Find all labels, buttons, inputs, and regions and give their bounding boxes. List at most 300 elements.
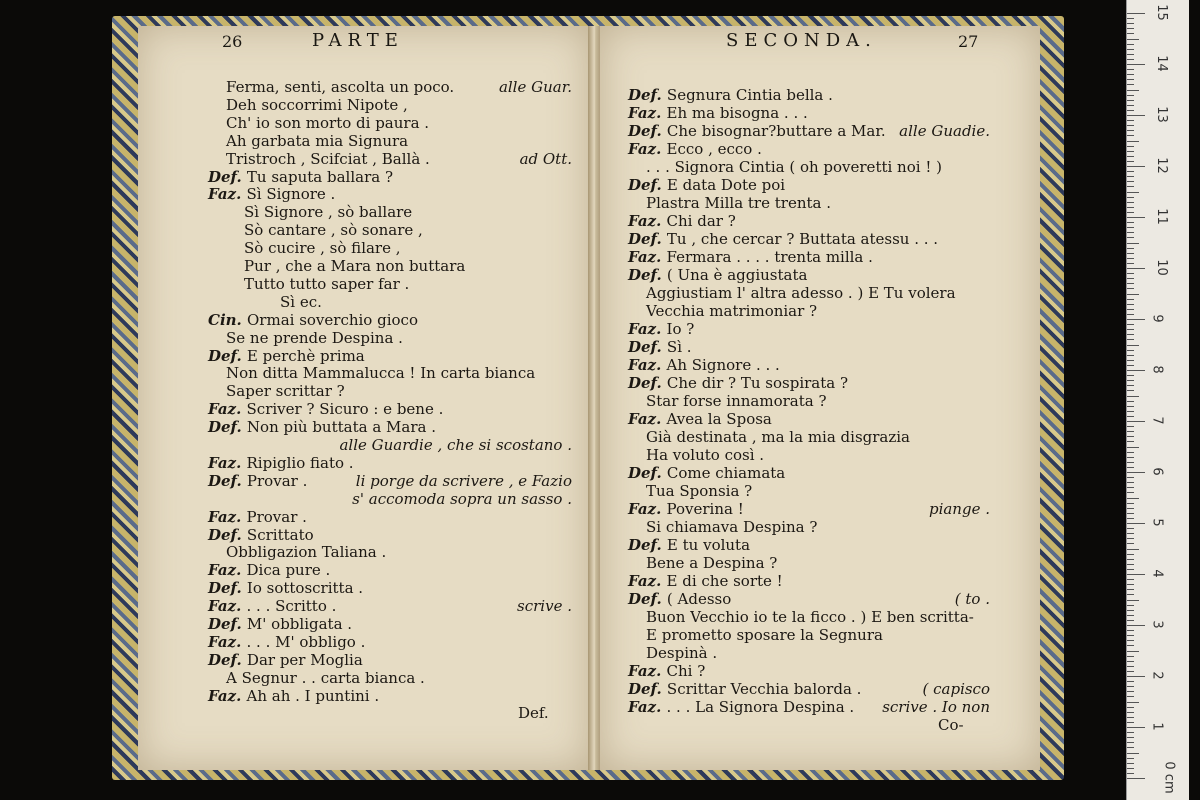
ruler-tick bbox=[1127, 33, 1134, 34]
ruler-tick bbox=[1127, 227, 1134, 228]
measuring-ruler bbox=[1126, 0, 1189, 800]
ruler-tick bbox=[1127, 334, 1134, 335]
line-text: Plastra Milla tre trenta . bbox=[646, 194, 831, 212]
line-text: . . . Signora Cintia ( oh poveretti noi ! ) bbox=[646, 158, 942, 176]
ruler-label: 15 bbox=[1153, 4, 1169, 21]
ruler-tick bbox=[1127, 135, 1134, 136]
ruler-tick bbox=[1127, 513, 1134, 514]
ruler-tick bbox=[1127, 758, 1134, 759]
ruler-tick bbox=[1127, 18, 1134, 19]
text-line bbox=[628, 86, 833, 104]
right-catchword: Co- bbox=[938, 716, 964, 734]
speaker-label: Def. bbox=[628, 338, 667, 356]
line-text: Chi ? bbox=[666, 662, 706, 680]
line-text: Dar per Moglia bbox=[246, 650, 363, 669]
text-line bbox=[646, 482, 752, 500]
line-text: . . . Scritto . bbox=[246, 597, 337, 616]
speaker-label: Def. bbox=[628, 464, 667, 482]
ruler-tick bbox=[1127, 737, 1134, 738]
ruler-tick bbox=[1127, 651, 1139, 652]
ruler-tick bbox=[1127, 243, 1139, 244]
ruler-tick bbox=[1127, 691, 1134, 692]
ruler-tick bbox=[1127, 23, 1134, 24]
text-line bbox=[280, 293, 322, 311]
line-text: E perchè prima bbox=[246, 346, 365, 365]
text-line bbox=[628, 266, 807, 284]
line-text: Scrittato bbox=[246, 525, 314, 544]
ruler-tick bbox=[1127, 110, 1134, 111]
speaker-label: Faz. bbox=[628, 140, 667, 158]
ruler-tick bbox=[1127, 212, 1134, 213]
ruler-tick bbox=[1127, 584, 1134, 585]
text-line bbox=[646, 554, 777, 572]
stage-direction: scrive . bbox=[517, 597, 572, 616]
speaker-label: Def. bbox=[628, 230, 667, 248]
ruler-tick bbox=[1127, 554, 1134, 555]
speaker-label: Faz. bbox=[628, 320, 667, 338]
ruler-tick bbox=[1127, 564, 1134, 565]
ruler-tick bbox=[1127, 436, 1134, 437]
ruler-tick bbox=[1127, 696, 1134, 697]
ruler-tick bbox=[1127, 763, 1134, 764]
line-text: Scrittar Vecchia balorda . bbox=[666, 680, 862, 698]
line-text: Provar . bbox=[246, 471, 308, 490]
ruler-tick bbox=[1127, 375, 1134, 376]
line-text: . . . La Signora Despina . bbox=[666, 698, 855, 716]
ruler-tick bbox=[1127, 202, 1134, 203]
right-page-header: SECONDA. bbox=[726, 30, 877, 51]
text-line bbox=[226, 114, 429, 132]
ruler-tick bbox=[1127, 161, 1134, 162]
ruler-tick bbox=[1127, 747, 1134, 748]
ruler-tick bbox=[1127, 355, 1134, 356]
text-line bbox=[208, 651, 363, 669]
ruler-tick bbox=[1127, 482, 1134, 483]
speaker-label: Faz. bbox=[208, 597, 247, 616]
ruler-tick bbox=[1127, 151, 1134, 152]
ruler-tick bbox=[1127, 447, 1139, 448]
left-catchword: Def. bbox=[518, 704, 549, 722]
ruler-tick bbox=[1127, 166, 1145, 167]
line-text: Fermara . . . . trenta milla . bbox=[666, 248, 873, 266]
speaker-label: Cin. bbox=[208, 310, 247, 329]
ruler-tick bbox=[1127, 278, 1134, 279]
speaker-label: Def. bbox=[208, 418, 247, 437]
ruler-tick bbox=[1127, 288, 1134, 289]
speaker-label: Faz. bbox=[628, 212, 667, 230]
text-line bbox=[208, 579, 363, 597]
text-line bbox=[628, 356, 780, 374]
text-line bbox=[646, 518, 817, 536]
speaker-label: Def. bbox=[208, 615, 247, 633]
ruler-tick bbox=[1127, 64, 1145, 65]
line-text: Io ? bbox=[666, 320, 695, 338]
text-line bbox=[226, 543, 386, 561]
text-line bbox=[208, 400, 443, 418]
ruler-tick bbox=[1127, 640, 1134, 641]
text-line bbox=[208, 185, 335, 203]
ruler-tick bbox=[1127, 686, 1134, 687]
line-text: Ah Signore . . . bbox=[666, 356, 780, 374]
ruler-tick bbox=[1127, 666, 1134, 667]
ruler-tick bbox=[1127, 304, 1134, 305]
ruler-tick bbox=[1127, 44, 1134, 45]
ruler-tick bbox=[1127, 615, 1134, 616]
ruler-tick bbox=[1127, 248, 1134, 249]
left-page-number: 26 bbox=[222, 32, 243, 51]
ruler-tick bbox=[1127, 768, 1134, 769]
text-line bbox=[208, 472, 307, 490]
ruler-tick bbox=[1127, 671, 1134, 672]
text-line bbox=[628, 680, 861, 698]
text-line bbox=[628, 338, 692, 356]
speaker-label: Def. bbox=[208, 346, 247, 365]
ruler-tick bbox=[1127, 54, 1134, 55]
ruler-tick bbox=[1127, 600, 1139, 601]
ruler-label: 7 bbox=[1149, 416, 1165, 425]
ruler-label: 9 bbox=[1149, 314, 1165, 323]
text-line bbox=[208, 633, 365, 651]
text-line bbox=[226, 150, 430, 168]
line-text: Sì ec. bbox=[280, 292, 322, 311]
text-line bbox=[628, 248, 873, 266]
speaker-label: Faz. bbox=[628, 410, 667, 428]
line-text: Ormai soverchio gioco bbox=[247, 310, 418, 329]
ruler-tick bbox=[1127, 258, 1134, 259]
line-text: Che dir ? Tu sospirata ? bbox=[666, 374, 849, 392]
line-text: Sì . bbox=[666, 338, 692, 356]
text-line bbox=[646, 158, 942, 176]
text-line bbox=[628, 374, 848, 392]
line-text: Come chiamata bbox=[666, 464, 786, 482]
ruler-tick bbox=[1127, 498, 1139, 499]
line-text: Ha voluto così . bbox=[646, 446, 765, 464]
line-text: Buon Vecchio io te la ficco . ) E ben scritta- bbox=[646, 608, 974, 626]
line-text: Obbligazion Taliana . bbox=[226, 543, 387, 562]
line-text: Tu saputa ballara ? bbox=[246, 167, 394, 186]
ruler-tick bbox=[1127, 722, 1134, 723]
line-text: E tu voluta bbox=[666, 536, 751, 554]
line-text: Tristroch , Scifciat , Ballà . bbox=[226, 149, 430, 168]
speaker-label: Faz. bbox=[628, 572, 667, 590]
speaker-label: Def. bbox=[628, 374, 667, 392]
text-line bbox=[628, 122, 886, 140]
ruler-label: 11 bbox=[1153, 208, 1169, 225]
ruler-tick bbox=[1127, 171, 1134, 172]
line-text: Despinà . bbox=[646, 644, 718, 662]
ruler-label: 3 bbox=[1149, 620, 1165, 629]
ruler-tick bbox=[1127, 605, 1134, 606]
text-line bbox=[628, 410, 772, 428]
ruler-tick bbox=[1127, 263, 1134, 264]
ruler-tick bbox=[1127, 350, 1134, 351]
stage-direction: ( capisco bbox=[922, 680, 990, 698]
ruler-tick bbox=[1127, 314, 1134, 315]
ruler-tick bbox=[1127, 487, 1134, 488]
speaker-label: Def. bbox=[208, 525, 247, 544]
text-line bbox=[646, 302, 817, 320]
text-line bbox=[628, 590, 731, 608]
ruler-tick bbox=[1127, 192, 1139, 193]
ruler-label: 13 bbox=[1153, 106, 1169, 123]
ruler-tick bbox=[1127, 95, 1134, 96]
line-text: Ecco , ecco . bbox=[666, 140, 762, 158]
ruler-tick bbox=[1127, 120, 1134, 121]
ruler-tick bbox=[1127, 528, 1134, 529]
speaker-label: Faz. bbox=[628, 662, 667, 680]
ruler-tick bbox=[1127, 778, 1145, 779]
speaker-label: Faz. bbox=[628, 500, 667, 518]
text-line bbox=[628, 320, 694, 338]
text-line bbox=[226, 78, 454, 96]
ruler-label: 5 bbox=[1149, 518, 1165, 527]
ruler-tick bbox=[1127, 610, 1134, 611]
ruler-tick bbox=[1127, 28, 1134, 29]
line-text: Star forse innamorata ? bbox=[646, 392, 827, 410]
text-line bbox=[208, 311, 418, 329]
text-line bbox=[208, 615, 352, 633]
line-text: Sì Signore . bbox=[246, 185, 336, 204]
ruler-tick bbox=[1127, 253, 1134, 254]
ruler-tick bbox=[1127, 579, 1134, 580]
stage-direction: li porge da scrivere , e Fazio bbox=[355, 471, 572, 490]
line-text: Provar . bbox=[246, 507, 307, 526]
line-text: Ah ah . I puntini . bbox=[246, 686, 380, 705]
text-line bbox=[646, 626, 883, 644]
ruler-tick bbox=[1127, 538, 1134, 539]
ruler-tick bbox=[1127, 401, 1134, 402]
text-line bbox=[244, 239, 401, 257]
line-text: Segnura Cintia bella . bbox=[666, 86, 833, 104]
ruler-tick bbox=[1127, 549, 1139, 550]
ruler-tick bbox=[1127, 232, 1134, 233]
ruler-tick bbox=[1127, 380, 1134, 381]
ruler-tick bbox=[1127, 753, 1139, 754]
line-text: Scriver ? Sicuro : e bene . bbox=[246, 400, 444, 419]
text-line bbox=[208, 597, 336, 615]
text-line bbox=[208, 561, 330, 579]
ruler-tick bbox=[1127, 370, 1145, 371]
ruler-tick bbox=[1127, 105, 1134, 106]
ruler-tick bbox=[1127, 431, 1134, 432]
stage-direction: scrive . Io non bbox=[882, 698, 990, 716]
ruler-label: 14 bbox=[1153, 55, 1169, 72]
ruler-tick bbox=[1127, 385, 1134, 386]
ruler-tick bbox=[1127, 452, 1134, 453]
ruler-tick bbox=[1127, 345, 1139, 346]
ruler-tick bbox=[1127, 84, 1134, 85]
line-text: ( Una è aggiustata bbox=[666, 266, 808, 284]
right-page-number: 27 bbox=[958, 32, 979, 51]
line-text: E prometto sposare la Segnura bbox=[646, 626, 883, 644]
ruler-tick bbox=[1127, 503, 1134, 504]
line-text: Saper scrittar ? bbox=[226, 382, 345, 401]
ruler-tick bbox=[1127, 273, 1134, 274]
text-line bbox=[208, 454, 354, 472]
ruler-tick bbox=[1127, 59, 1134, 60]
ruler-tick bbox=[1127, 79, 1134, 80]
text-line bbox=[244, 275, 409, 293]
ruler-tick bbox=[1127, 186, 1134, 187]
stage-direction: alle Guadie. bbox=[899, 122, 990, 140]
line-text: Ah garbata mia Signura bbox=[226, 131, 409, 150]
text-line bbox=[226, 96, 408, 114]
line-text: . . . M' obbligo . bbox=[246, 632, 366, 651]
stage-direction: alle Guar. bbox=[498, 78, 572, 96]
text-line bbox=[208, 347, 365, 365]
text-line bbox=[628, 230, 938, 248]
ruler-tick bbox=[1127, 237, 1134, 238]
ruler-tick bbox=[1127, 523, 1145, 524]
line-text: Si chiamava Despina ? bbox=[646, 518, 818, 536]
ruler-tick bbox=[1127, 49, 1134, 50]
ruler-tick bbox=[1127, 309, 1134, 310]
left-page-header: PARTE bbox=[312, 30, 404, 51]
stage-direction: alle Guardie , che si scostano . bbox=[339, 436, 572, 454]
text-line bbox=[226, 132, 408, 150]
speaker-label: Faz. bbox=[208, 632, 247, 651]
text-line bbox=[208, 687, 379, 705]
speaker-label: Faz. bbox=[208, 507, 247, 526]
ruler-tick bbox=[1127, 39, 1139, 40]
text-line bbox=[646, 392, 827, 410]
stage-direction: ( to . bbox=[954, 590, 990, 608]
ruler-tick bbox=[1127, 283, 1134, 284]
speaker-label: Def. bbox=[208, 650, 247, 669]
ruler-tick bbox=[1127, 467, 1134, 468]
line-text: ( Adesso bbox=[666, 590, 732, 608]
ruler-tick bbox=[1127, 329, 1134, 330]
ruler-tick bbox=[1127, 421, 1145, 422]
ruler-tick bbox=[1127, 661, 1134, 662]
line-text: Tu , che cercar ? Buttata atessu . . . bbox=[666, 230, 939, 248]
text-line bbox=[628, 536, 750, 554]
text-line bbox=[226, 669, 425, 687]
text-line bbox=[628, 104, 808, 122]
line-text: E data Dote poi bbox=[666, 176, 786, 194]
speaker-label: Def. bbox=[628, 86, 667, 104]
text-line bbox=[646, 284, 956, 302]
ruler-tick bbox=[1127, 773, 1134, 774]
text-line bbox=[244, 221, 423, 239]
ruler-tick bbox=[1127, 197, 1134, 198]
ruler-tick bbox=[1127, 217, 1145, 218]
line-text: Sò cucire , sò filare , bbox=[244, 239, 401, 258]
line-text: Che bisognar?buttare a Mar. bbox=[666, 122, 886, 140]
speaker-label: Faz. bbox=[628, 248, 667, 266]
line-text: Non più buttata a Mara . bbox=[246, 418, 436, 437]
ruler-tick bbox=[1127, 130, 1134, 131]
text-line bbox=[646, 428, 910, 446]
ruler-tick bbox=[1127, 319, 1145, 320]
speaker-label: Def. bbox=[628, 122, 667, 140]
ruler-tick bbox=[1127, 676, 1145, 677]
text-line bbox=[628, 140, 762, 158]
line-text: Ferma, senti, ascolta un poco. bbox=[226, 78, 455, 96]
ruler-tick bbox=[1127, 656, 1134, 657]
ruler-tick bbox=[1127, 742, 1134, 743]
ruler-tick bbox=[1127, 594, 1134, 595]
text-line bbox=[628, 698, 854, 716]
text-line bbox=[226, 329, 403, 347]
line-text: Vecchia matrimoniar ? bbox=[646, 302, 818, 320]
line-text: Già destinata , ma la mia disgrazia bbox=[646, 428, 911, 446]
ruler-tick bbox=[1127, 100, 1134, 101]
ruler-tick bbox=[1127, 416, 1134, 417]
ruler-tick bbox=[1127, 462, 1134, 463]
speaker-label: Def. bbox=[208, 579, 247, 598]
line-text: Non ditta Mammalucca ! In carta bianca bbox=[226, 364, 536, 383]
ruler-tick bbox=[1127, 702, 1139, 703]
text-line bbox=[628, 500, 744, 518]
ruler-tick bbox=[1127, 115, 1145, 116]
ruler-label: 1 bbox=[1149, 722, 1165, 731]
ruler-tick bbox=[1127, 390, 1134, 391]
text-line bbox=[628, 464, 785, 482]
ruler-tick bbox=[1127, 543, 1134, 544]
speaker-label: Faz. bbox=[208, 185, 247, 204]
speaker-label: Def. bbox=[628, 176, 667, 194]
ruler-label: 0 cm bbox=[1161, 761, 1177, 794]
ruler-tick bbox=[1127, 645, 1134, 646]
speaker-label: Faz. bbox=[208, 561, 247, 580]
ruler-tick bbox=[1127, 630, 1134, 631]
ruler-label: 6 bbox=[1149, 467, 1165, 476]
ruler-tick bbox=[1127, 707, 1134, 708]
text-line bbox=[226, 382, 345, 400]
ruler-tick bbox=[1127, 477, 1134, 478]
line-text: Ch' io son morto di paura . bbox=[226, 113, 430, 132]
ruler-tick bbox=[1127, 589, 1134, 590]
ruler-tick bbox=[1127, 13, 1145, 14]
text-line bbox=[628, 212, 736, 230]
ruler-tick bbox=[1127, 365, 1134, 366]
ruler-label: 10 bbox=[1153, 259, 1169, 276]
ruler-tick bbox=[1127, 411, 1134, 412]
speaker-label: Def. bbox=[208, 167, 247, 186]
ruler-tick bbox=[1127, 268, 1145, 269]
ruler-tick bbox=[1127, 396, 1139, 397]
speaker-label: Faz. bbox=[628, 698, 667, 716]
line-text: Deh soccorrimi Nipote , bbox=[226, 95, 408, 114]
line-text: Avea la Sposa bbox=[666, 410, 772, 428]
speaker-label: Faz. bbox=[628, 104, 667, 122]
line-text: E di che sorte ! bbox=[666, 572, 783, 590]
line-text: Sì Signore , sò ballare bbox=[244, 203, 413, 222]
ruler-tick bbox=[1127, 156, 1134, 157]
ruler-tick bbox=[1127, 533, 1134, 534]
text-line bbox=[646, 446, 764, 464]
text-line bbox=[208, 526, 314, 544]
ruler-tick bbox=[1127, 294, 1139, 295]
text-line bbox=[646, 608, 974, 626]
ruler-tick bbox=[1127, 324, 1134, 325]
ruler-tick bbox=[1127, 732, 1134, 733]
ruler-tick bbox=[1127, 441, 1134, 442]
text-line bbox=[628, 176, 785, 194]
speaker-label: Faz. bbox=[208, 453, 247, 472]
text-line bbox=[646, 194, 831, 212]
speaker-label: Def. bbox=[628, 536, 667, 554]
ruler-tick bbox=[1127, 712, 1134, 713]
text-line bbox=[226, 364, 535, 382]
speaker-label: Def. bbox=[208, 471, 247, 490]
ruler-tick bbox=[1127, 569, 1134, 570]
ruler-tick bbox=[1127, 574, 1145, 575]
text-line bbox=[208, 168, 393, 186]
line-text: Tutto tutto saper far . bbox=[244, 274, 410, 293]
ruler-tick bbox=[1127, 360, 1134, 361]
